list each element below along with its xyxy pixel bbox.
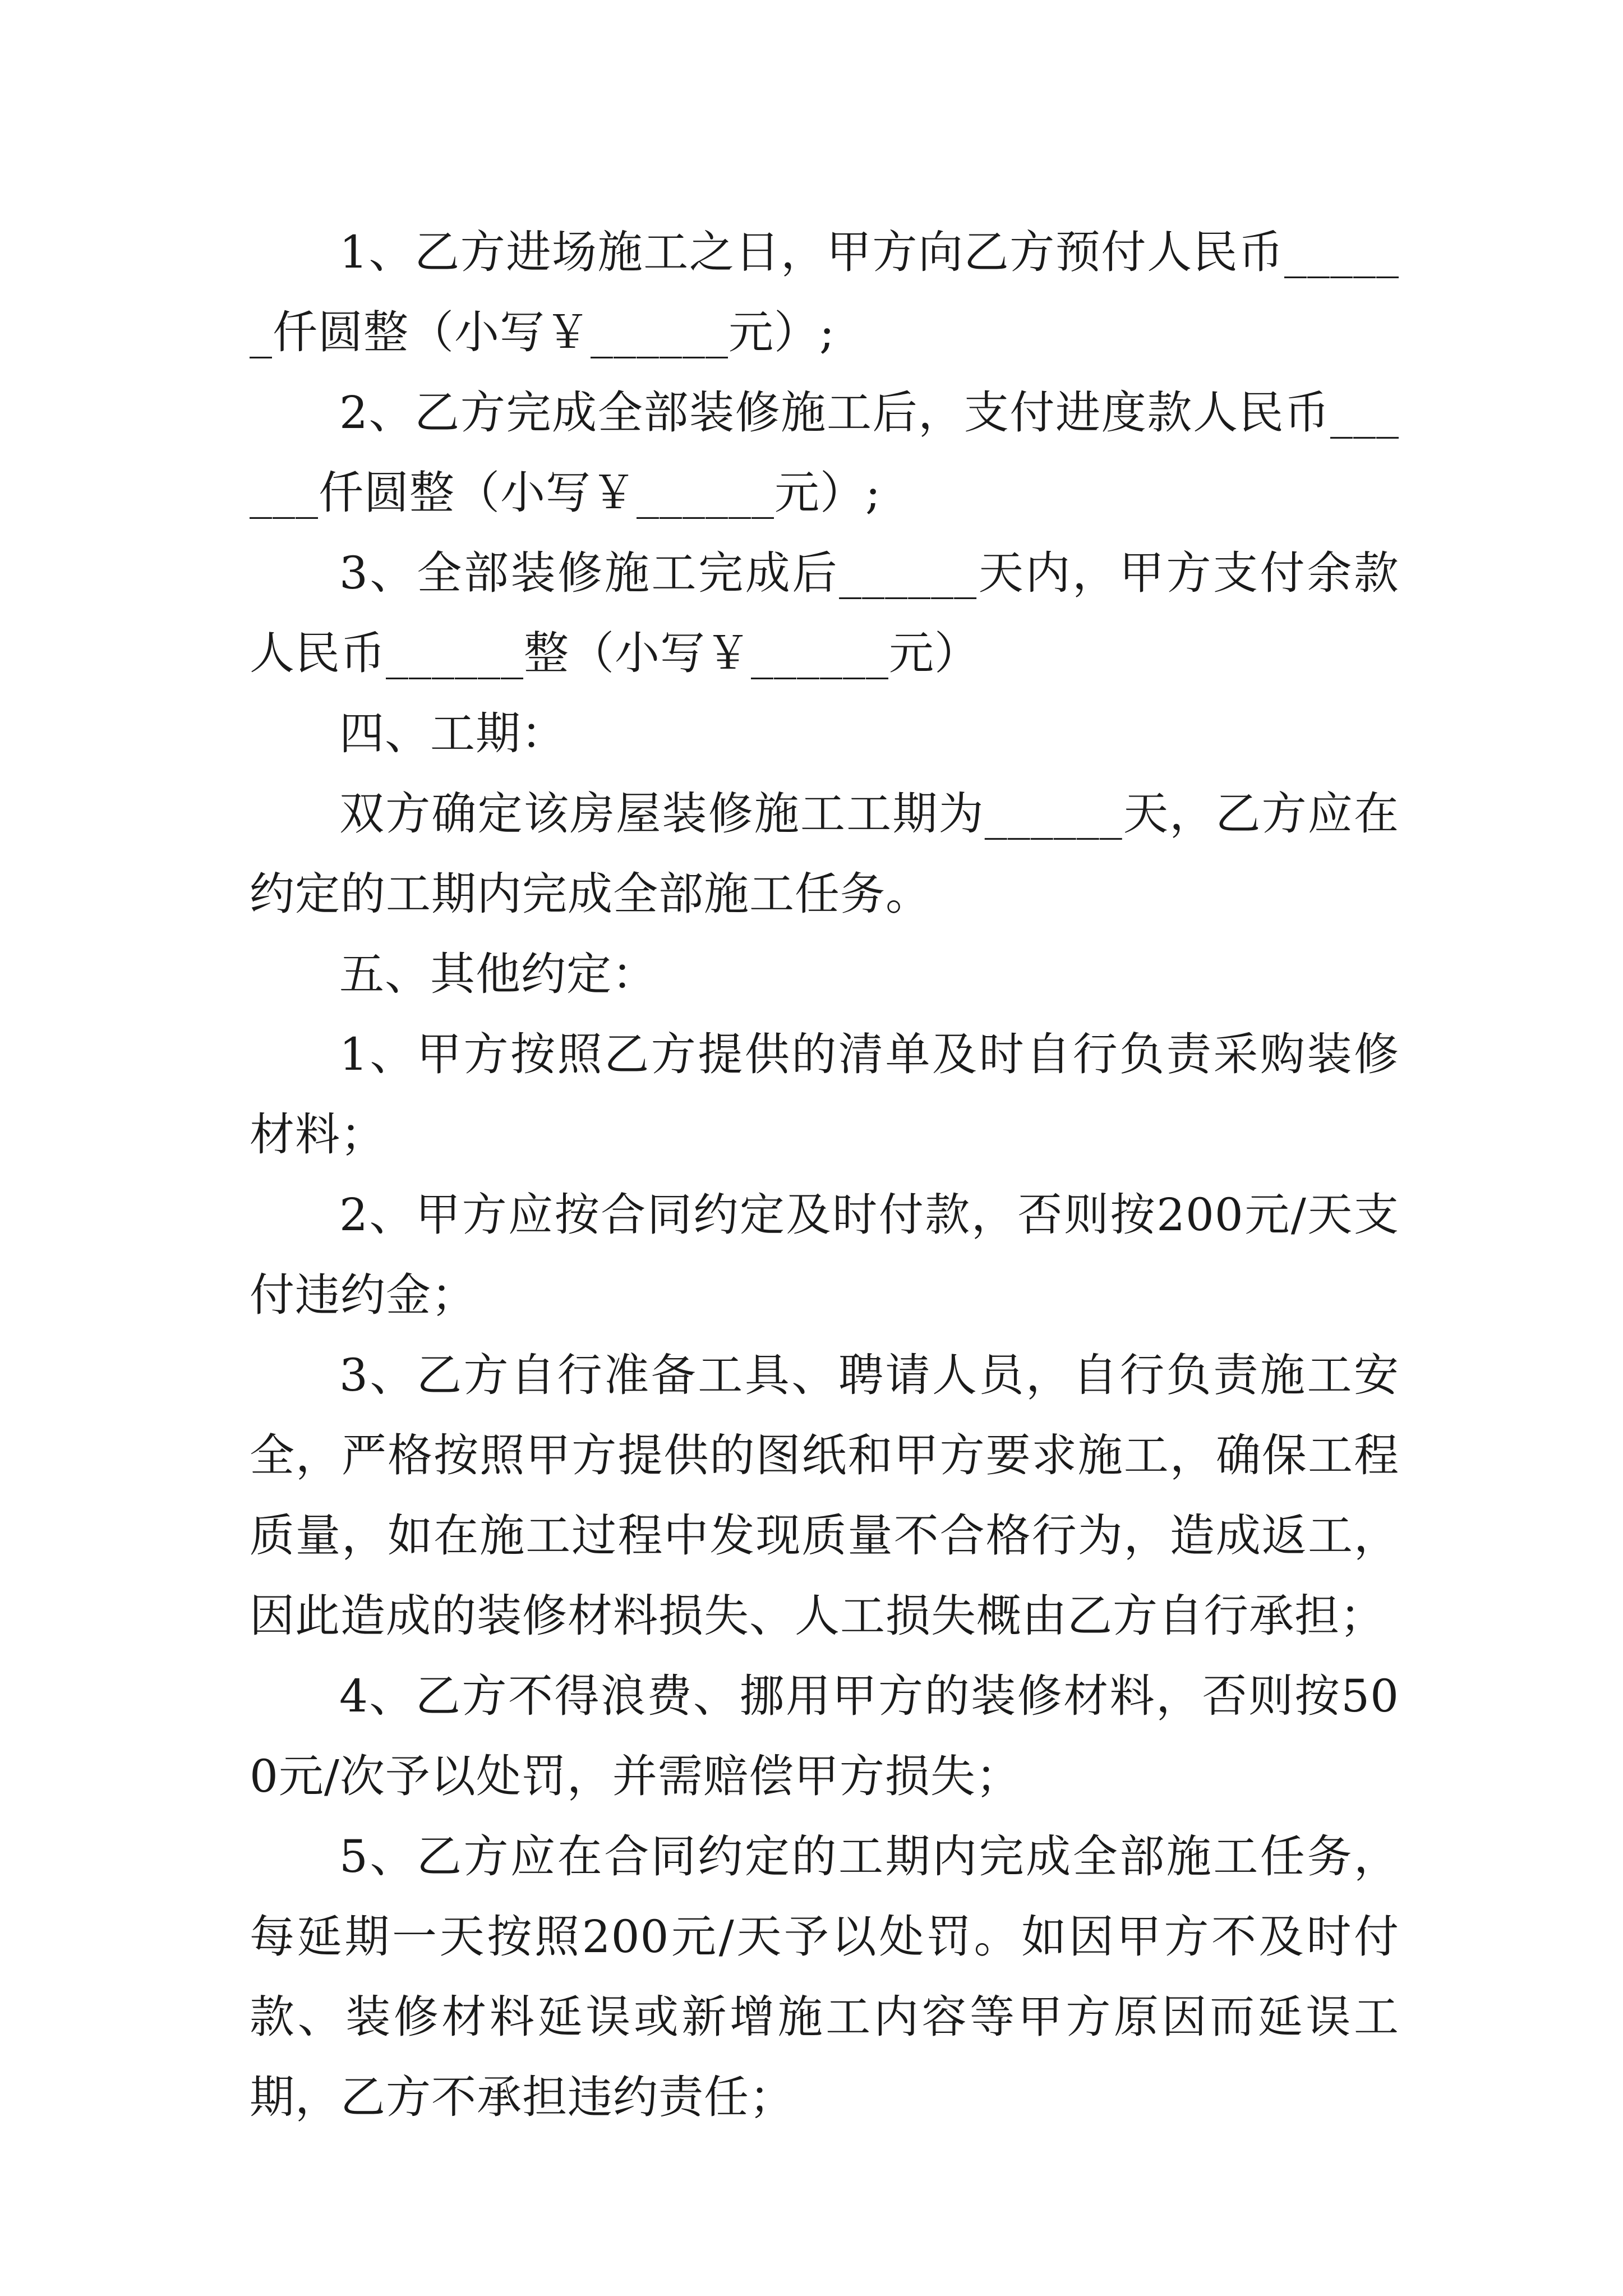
paragraph-term-4: 4、乙方不得浪费、挪用甲方的装修材料，否则按500元/次予以处罚，并需赔偿甲方损失； [250,1670,1399,1802]
paragraph-payment-2: 2、乙方完成全部装修施工后，支付进度款人民币______仟圆整（小写￥______元）; [250,386,1399,519]
paragraph-term-1: 1、甲方按照乙方提供的清单及时自行负责采购装修材料； [250,1028,1399,1161]
section-heading-other-terms: 五、其他约定： [339,948,657,1000]
document-body [250,212,1399,2137]
section-heading-schedule: 四、工期： [339,707,566,760]
paragraph-term-5: 5、乙方应在合同约定的工期内完成全部施工任务，每延期一天按照200元/天予以处罚。如因甲方不及时付款、装修材料延误或新增施工内容等甲方原因而延误工期，乙方不承担违约责任； [250,1830,1399,2123]
paragraph-term-2: 2、甲方应按合同约定及时付款，否则按200元/天支付违约金； [250,1189,1399,1321]
paragraph-payment-1: 1、乙方进场施工之日，甲方向乙方预付人民币______仟圆整（小写￥______元）; [250,226,1399,358]
paragraph-term-3: 3、乙方自行准备工具、聘请人员，自行负责施工安全，严格按照甲方提供的图纸和甲方要求施工，确保工程质量，如在施工过程中发现质量不合格行为，造成返工，因此造成的装修材料损失、人工损失概由乙方自行承担； [250,1349,1399,1642]
paragraph-payment-3: 3、全部装修施工完成后______天内，甲方支付余款人民币______整（小写￥______元） [250,547,1399,679]
paragraph-schedule: 双方确定该房屋装修施工工期为______天，乙方应在约定的工期内完成全部施工任务。 [250,788,1399,920]
